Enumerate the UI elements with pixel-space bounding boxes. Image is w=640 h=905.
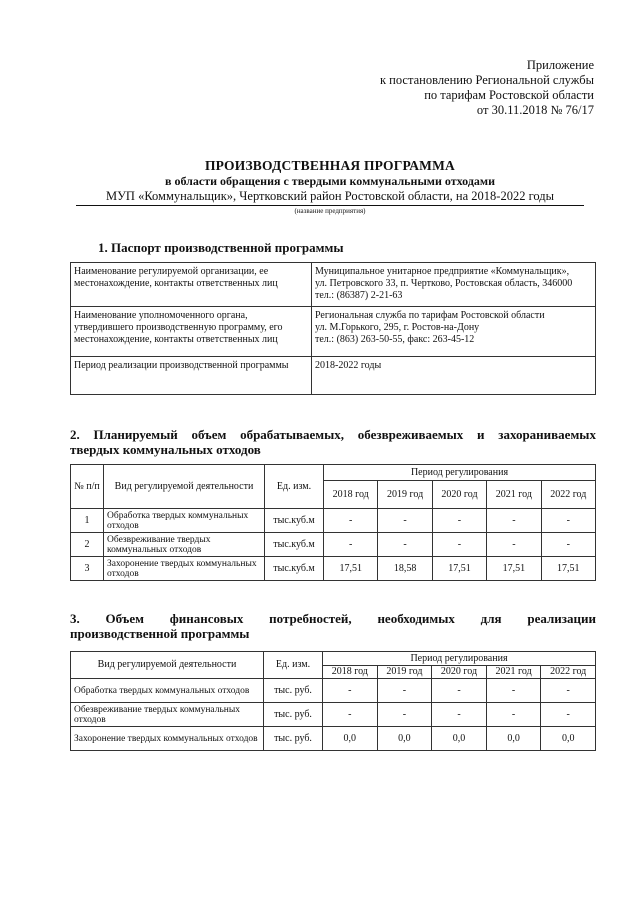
column-header-period: Период регулирования [323, 652, 596, 666]
passport-label: Наименование регулируемой организации, ее местонахождение, контакты ответственных лиц [71, 263, 312, 307]
section-1-heading: 1. Паспорт производственной программы [98, 240, 344, 255]
row-value: - [541, 509, 595, 533]
heading-line [70, 611, 596, 626]
column-header-activity: Вид регулируемой деятельности [104, 465, 265, 509]
passport-value-line: Муниципальное унитарное предприятие «Коммунальщик», [315, 266, 570, 277]
heading-word: 3. [70, 611, 80, 626]
row-value: - [323, 703, 378, 727]
row-value: - [378, 533, 432, 557]
appendix-date-number: от 30.11.2018 № 76/17 [476, 103, 594, 117]
finance-table [70, 651, 596, 751]
row-value: 0,0 [432, 727, 487, 751]
row-value: - [432, 533, 486, 557]
column-header-unit: Ед. изм. [264, 652, 323, 679]
passport-value [312, 307, 596, 357]
document-subtitle: в области обращения с твердыми коммунальными отходами [164, 174, 495, 188]
row-unit: тыс. руб. [264, 727, 323, 751]
column-header-year: 2022 год [541, 481, 595, 509]
row-value: - [324, 509, 378, 533]
heading-word: обрабатываемых, [240, 427, 345, 442]
row-number: 2 [71, 533, 104, 557]
heading-word: 2. [70, 427, 80, 442]
document-title: ПРОИЗВОДСТВЕННАЯ ПРОГРАММА [204, 158, 455, 173]
row-value: 18,58 [378, 557, 432, 581]
row-value: 17,51 [541, 557, 595, 581]
appendix-line: по тарифам Ростовской области [424, 88, 594, 102]
organization-name: МУП «Коммунальщик», Чертковский район Ростовской области, на 2018-2022 годы [105, 189, 555, 203]
row-value: - [323, 679, 378, 703]
table-row [71, 357, 596, 395]
table-header-row [71, 652, 596, 666]
row-value: - [432, 703, 487, 727]
organization-underline [76, 205, 584, 206]
row-unit: тыс. руб. [264, 679, 323, 703]
passport-value-line: ул. Петровского 33, п. Чертково, Ростовская область, 346000 [315, 278, 573, 289]
table-row [71, 533, 596, 557]
section-2-heading [70, 427, 596, 457]
heading-word: и [477, 427, 485, 442]
row-unit: тыс.куб.м [265, 557, 324, 581]
row-value: - [541, 703, 596, 727]
table-row [71, 703, 596, 727]
table-row [71, 727, 596, 751]
row-value: 17,51 [324, 557, 378, 581]
passport-value-line: ул. М.Горького, 295, г. Ростов-на-Дону [315, 322, 480, 333]
row-value: - [487, 509, 541, 533]
passport-value [312, 357, 596, 395]
table-row [71, 679, 596, 703]
row-unit: тыс.куб.м [265, 509, 324, 533]
appendix-line: Приложение [526, 58, 594, 72]
heading-word: Объем [105, 611, 145, 626]
column-header-year: 2019 год [377, 666, 432, 679]
passport-label: Наименование уполномоченного органа, утвердившего производственную программу, его местонахождение, контакты ответственных лиц [71, 307, 312, 357]
row-value: - [378, 509, 432, 533]
row-value: - [324, 533, 378, 557]
appendix-line: к постановлению Региональной службы [379, 73, 594, 87]
heading-word: Планируемый [93, 427, 178, 442]
heading-word: захораниваемых [498, 427, 596, 442]
passport-value-line: тел.: (86387) 2-21-63 [315, 290, 403, 301]
organization-caption: (название предприятия) [294, 207, 366, 215]
row-value: 0,0 [323, 727, 378, 751]
section-3-heading [70, 611, 596, 641]
row-value: - [486, 679, 541, 703]
heading-word: необходимых [377, 611, 455, 626]
column-header-period: Период регулирования [324, 465, 596, 481]
column-header-number: № п/п [71, 465, 104, 509]
row-value: 17,51 [487, 557, 541, 581]
column-header-unit: Ед. изм. [265, 465, 324, 509]
passport-value-line: 2018-2022 годы [315, 360, 382, 371]
column-header-activity: Вид регулируемой деятельности [71, 652, 264, 679]
column-header-year: 2020 год [432, 481, 486, 509]
column-header-year: 2021 год [486, 666, 541, 679]
heading-word: потребностей, [269, 611, 352, 626]
heading-word: обезвреживаемых [357, 427, 464, 442]
volume-table [70, 464, 596, 581]
row-value: 0,0 [486, 727, 541, 751]
passport-label: Период реализации производственной программы [71, 357, 312, 395]
row-activity: Обработка твердых коммунальных отходов [104, 509, 265, 533]
row-value: 17,51 [432, 557, 486, 581]
column-header-year: 2020 год [432, 666, 487, 679]
row-activity: Обезвреживание твердых коммунальных отходов [104, 533, 265, 557]
column-header-year: 2022 год [541, 666, 596, 679]
passport-value-line: Региональная служба по тарифам Ростовской области [315, 310, 545, 321]
table-row [71, 263, 596, 307]
table-row [71, 509, 596, 533]
heading-line [70, 427, 596, 442]
row-value: - [486, 703, 541, 727]
table-header-row [71, 465, 596, 481]
table-row [71, 557, 596, 581]
row-activity: Захоронение твердых коммунальных отходов [104, 557, 265, 581]
appendix-header [380, 58, 594, 118]
heading-word: реализации [527, 611, 596, 626]
table-row [71, 307, 596, 357]
row-value: 0,0 [377, 727, 432, 751]
row-activity: Захоронение твердых коммунальных отходов [71, 727, 264, 751]
passport-value [312, 263, 596, 307]
row-value: - [377, 703, 432, 727]
row-number: 1 [71, 509, 104, 533]
row-unit: тыс. руб. [264, 703, 323, 727]
column-header-year: 2018 год [324, 481, 378, 509]
row-value: - [432, 509, 486, 533]
row-value: - [432, 679, 487, 703]
row-value: - [541, 679, 596, 703]
heading-word: финансовых [169, 611, 244, 626]
heading-line: производственной программы [70, 626, 250, 641]
row-value: - [541, 533, 595, 557]
document-title-block [60, 158, 600, 216]
heading-line: твердых коммунальных отходов [70, 442, 261, 457]
row-value: - [487, 533, 541, 557]
passport-value-line: тел.: (863) 263-50-55, факс: 263-45-12 [315, 334, 475, 345]
row-value: - [377, 679, 432, 703]
row-activity: Обезвреживание твердых коммунальных отходов [71, 703, 264, 727]
row-activity: Обработка твердых коммунальных отходов [71, 679, 264, 703]
column-header-year: 2018 год [323, 666, 378, 679]
row-number: 3 [71, 557, 104, 581]
column-header-year: 2019 год [378, 481, 432, 509]
row-value: 0,0 [541, 727, 596, 751]
heading-word: объем [191, 427, 227, 442]
row-unit: тыс.куб.м [265, 533, 324, 557]
column-header-year: 2021 год [487, 481, 541, 509]
heading-word: для [480, 611, 502, 626]
passport-table [70, 262, 596, 395]
